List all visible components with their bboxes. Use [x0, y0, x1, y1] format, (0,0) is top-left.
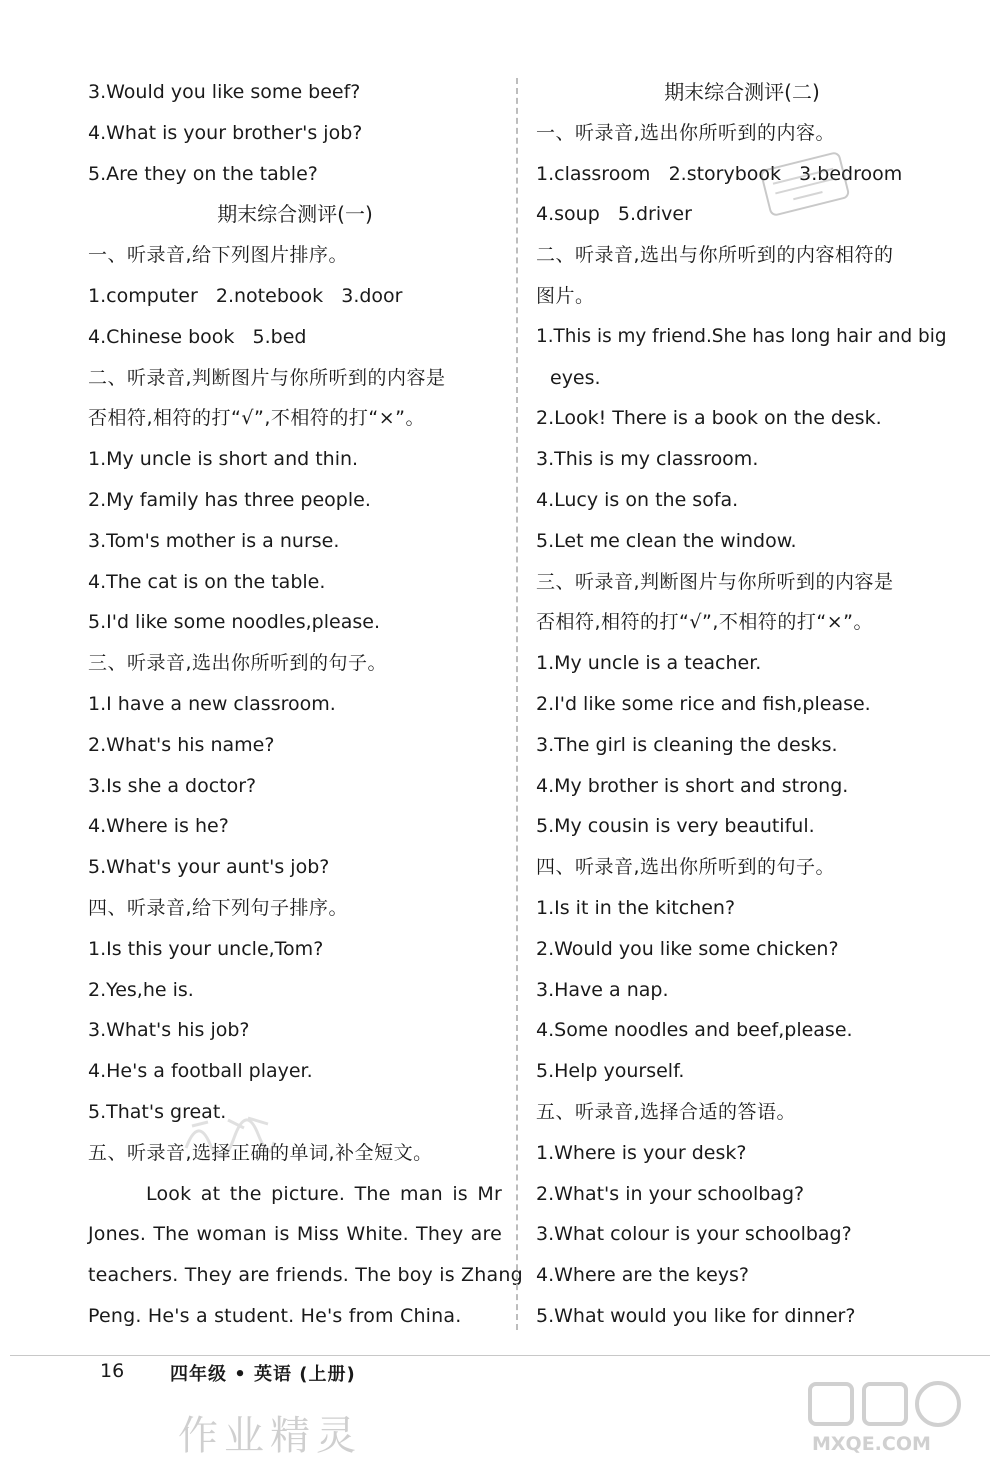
answer-line: 2.My family has three people. [88, 488, 371, 511]
book-label: 四年级 • 英语 (上册) [170, 1364, 356, 1385]
answer-line: 1.Is it in the kitchen? [536, 896, 736, 919]
section-title: 期末综合测评(二) [664, 80, 820, 104]
answer-line: 4.The cat is on the table. [88, 570, 326, 593]
question-heading: 二、听录音,选出与你所听到的内容相符的 [536, 244, 894, 267]
answer-line: 5.Are they on the table? [88, 162, 318, 185]
passage-line: Look at the picture. The man is Mr [146, 1182, 502, 1205]
left-answer-column [88, 72, 523, 1337]
answer-line: 1.computer 2.notebook 3.door [88, 284, 403, 307]
question-heading: 一、听录音,选出你所听到的内容。 [536, 121, 836, 144]
answer-line: 1.My uncle is short and thin. [88, 448, 359, 471]
answer-line: 3.What's his job? [88, 1019, 250, 1042]
column-divider [516, 78, 518, 1330]
question-heading: 否相符,相符的打“√”,不相符的打“×”。 [536, 611, 873, 634]
passage-line: teachers. They are friends. The boy is Zhang [88, 1264, 523, 1287]
question-heading: 三、听录音,判断图片与你所听到的内容是 [536, 570, 894, 593]
watermark-text: 作业精灵 [178, 1413, 362, 1459]
answer-line: 3.Is she a doctor? [88, 774, 257, 797]
answer-line: 3.Tom's mother is a nurse. [88, 529, 340, 552]
section-title: 期末综合测评(一) [217, 202, 373, 227]
question-heading: 图片。 [536, 284, 595, 307]
answer-line: 2.Would you like some chicken? [536, 937, 839, 960]
question-heading: 四、听录音,给下列句子排序。 [88, 896, 349, 919]
answer-line: 5.What would you like for dinner? [536, 1304, 856, 1327]
answer-line: 5.What's your aunt's job? [88, 856, 330, 879]
question-heading: 五、听录音,选择合适的答语。 [536, 1100, 797, 1123]
answer-line: 4.What is your brother's job? [88, 121, 363, 144]
answer-line: 4.Chinese book 5.bed [88, 325, 307, 348]
right-answer-column [536, 72, 948, 1337]
passage-line: Peng. He's a student. He's from China. [88, 1304, 462, 1327]
answer-line: 4.Some noodles and beef,please. [536, 1019, 853, 1042]
answer-line: 4.He's a football player. [88, 1060, 313, 1083]
answer-line: 2.What's in your schoolbag? [536, 1182, 805, 1205]
answer-line: 5.My cousin is very beautiful. [536, 815, 815, 838]
question-heading: 二、听录音,判断图片与你所听到的内容是 [88, 366, 446, 389]
question-heading: 五、听录音,选择正确的单词,补全短文。 [88, 1141, 433, 1164]
faint-watermark-icon [178, 1108, 278, 1164]
answer-line: 3.Have a nap. [536, 978, 669, 1001]
answer-line: 5.Let me clean the window. [536, 529, 797, 552]
answer-line: 1.My uncle is a teacher. [536, 652, 762, 675]
answer-line: 1.Where is your desk? [536, 1141, 747, 1164]
answer-line: 4.Lucy is on the sofa. [536, 488, 739, 511]
answer-line: 2.I'd like some rice and fish,please. [536, 692, 871, 715]
answer-line: 4.soup 5.driver [536, 203, 692, 226]
answer-line: 4.My brother is short and strong. [536, 774, 849, 797]
answer-line: 2.Look! There is a book on the desk. [536, 407, 882, 430]
answer-line: 5.Help yourself. [536, 1060, 685, 1083]
question-heading: 一、听录音,给下列图片排序。 [88, 244, 349, 267]
passage-line: Jones. The woman is Miss White. They are [88, 1223, 502, 1246]
answer-line: 2.Yes,he is. [88, 978, 194, 1001]
answer-line: 1.Is this your uncle,Tom? [88, 937, 324, 960]
question-heading: 四、听录音,选出你所听到的句子。 [536, 856, 836, 879]
answer-line: 1.classroom 2.storybook 3.bedroom [536, 162, 903, 185]
answer-line: eyes. [550, 366, 601, 389]
answer-line: 1.I have a new classroom. [88, 692, 336, 715]
question-heading: 否相符,相符的打“√”,不相符的打“×”。 [88, 407, 425, 430]
question-heading: 三、听录音,选出你所听到的句子。 [88, 652, 388, 675]
answer-line: 1.This is my friend.She has long hair and big [536, 325, 947, 347]
answer-line: 3.Would you like some beef? [88, 81, 361, 103]
answer-line: 5.I'd like some noodles,please. [88, 611, 380, 634]
watermark-logo-icon [802, 1378, 972, 1458]
answer-line: 3.This is my classroom. [536, 448, 759, 471]
footer-rule [10, 1355, 990, 1356]
answer-line: 3.What colour is your schoolbag? [536, 1223, 852, 1246]
answer-line: 3.The girl is cleaning the desks. [536, 733, 838, 756]
watermark-url: MXQE.COM [812, 1433, 931, 1455]
answer-line: 4.Where is he? [88, 815, 229, 838]
answer-line: 4.Where are the keys? [536, 1264, 749, 1287]
answer-line: 5.That's great. [88, 1100, 227, 1123]
page-number: 16 [100, 1360, 125, 1382]
answer-line: 2.What's his name? [88, 733, 275, 756]
